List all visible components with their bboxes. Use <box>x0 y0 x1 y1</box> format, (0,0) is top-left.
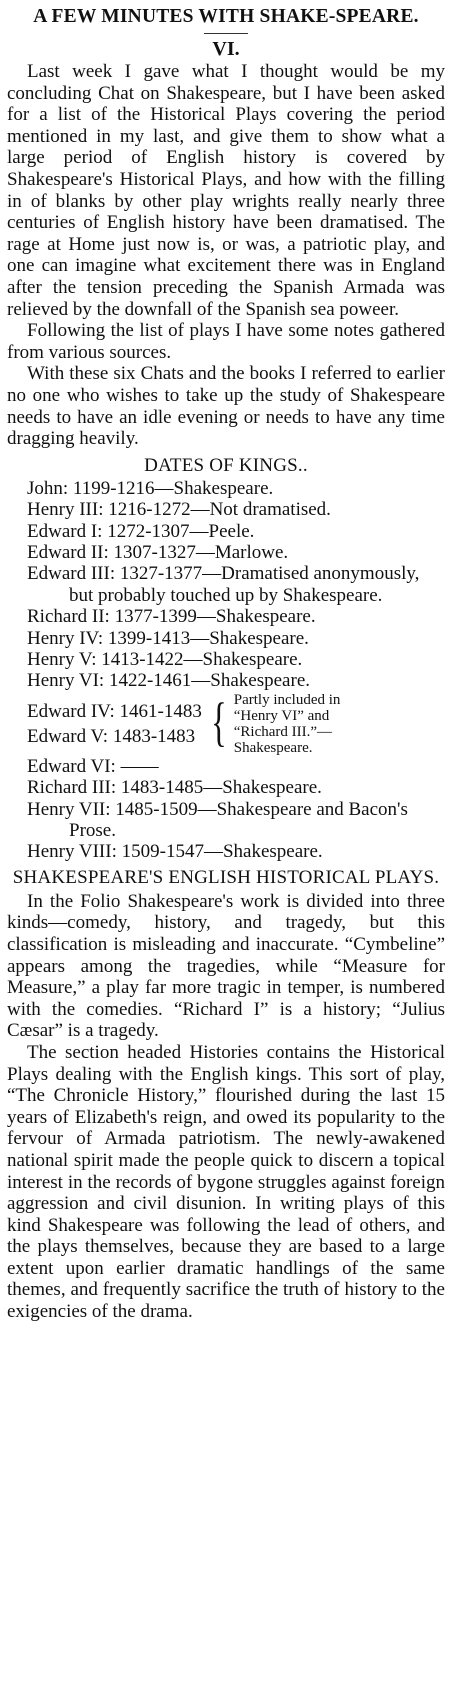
brace-symbol: { <box>211 691 227 752</box>
king-entry: Henry VIII: 1509-1547—Shakespeare. <box>27 841 323 863</box>
kings-heading: DATES OF KINGS.. <box>144 454 308 476</box>
note-line: Shakespeare. <box>233 739 313 756</box>
king-entry: Henry VI: 1422-1461—Shakespeare. <box>27 670 310 692</box>
intro-paragraph-1: Last week I gave what I thought would be my concluding Chat on Shakespeare, but I have been asked for a list of the Historical Plays covering the period mentioned in my last, and give them to show what a large period of English history is covered by Shakespeare's Historical Plays, and how with the filling in of blanks by other play wrights really nearly three centuries of English history have been dramatised. The rage at Home just now is, or was, a patriotic play, and one can imagine what excitement there was in England after the tension preceding the Spanish Armada was relieved by the downfall of the Spanish sea poweer. <box>7 61 445 320</box>
king-entry: Edward III: 1327-1377—Dramatised anonymously, but probably touched up by Shakespeare. <box>27 563 420 606</box>
part-number: VI. <box>212 38 240 60</box>
king-entry: Henry III: 1216-1272—Not dramatised. <box>27 499 331 521</box>
king-entry: Henry V: 1413-1422—Shakespeare. <box>27 648 303 670</box>
note-line: “Richard III.”— <box>233 723 333 740</box>
king-group-lines <box>27 699 202 749</box>
king-group-edward-iv-v <box>27 692 445 756</box>
king-entry: John: 1199-1216—Shakespeare. <box>27 477 274 499</box>
section-paragraph-1: In the Folio Shakespeare's work is divided into three kinds—comedy, history, and tragedy, but this classification is misleading and inaccurate. “Cymbeline” appears among the tragedies, while “Measure for Measure,” a play far more tragic in temper, is numbered with the comedies. “Richard I” is a history; “Julius Cæsar” is a tragedy. <box>7 890 445 1042</box>
note-line: Partly included in <box>233 691 341 708</box>
king-entry: Edward II: 1307-1327—Marlowe. <box>27 541 289 563</box>
king-entry: Richard III: 1483-1485—Shakespeare. <box>27 777 322 799</box>
king-entry: Edward V: 1483-1483 <box>27 725 196 747</box>
king-entry: Edward I: 1272-1307—Peele. <box>27 520 255 542</box>
title-rule <box>204 33 248 34</box>
kings-list <box>7 478 445 863</box>
intro-paragraph-3: With these six Chats and the books I referred to earlier no one who wishes to take up the study of Shakespeare needs to have an idle evening or needs to have any time dragging heavily. <box>7 363 445 450</box>
king-entry: Richard II: 1377-1399—Shakespeare. <box>27 606 316 628</box>
king-entry: Henry IV: 1399-1413—Shakespeare. <box>27 627 309 649</box>
section-paragraph-2: The section headed Histories contains the Historical Plays dealing with the English kings. This sort of play, “The Chronicle History,” flourished during the last 15 years of Elizabeth's reign, and owed its popularity to the fervour of Armada patriotism. The newly-awakened national spirit made the people quick to discern a topical interest in the records of bygone struggles against foreign aggression and civil disunion. In writing plays of this kind Shakespeare was following the lead of others, and the plays themselves, because they are based to a large extent upon earlier dramatic handlings of the same themes, and frequently sacrifice the truth of history to the exigencies of the drama. <box>7 1041 445 1323</box>
intro-paragraph-2: Following the list of plays I have some notes gathered from various sources. <box>7 320 445 363</box>
king-entry: Edward IV: 1461-1483 <box>27 700 202 722</box>
king-group-note <box>234 692 341 756</box>
article-title: A FEW MINUTES WITH SHAKE-SPEARE. <box>33 6 419 27</box>
king-entry: Edward VI: —— <box>27 755 159 777</box>
king-entry: Henry VII: 1485-1509—Shakespeare and Bacon's Prose. <box>27 798 408 841</box>
note-line: “Henry VI” and <box>233 707 330 724</box>
section-heading: SHAKESPEARE'S ENGLISH HISTORICAL PLAYS. <box>12 866 440 888</box>
